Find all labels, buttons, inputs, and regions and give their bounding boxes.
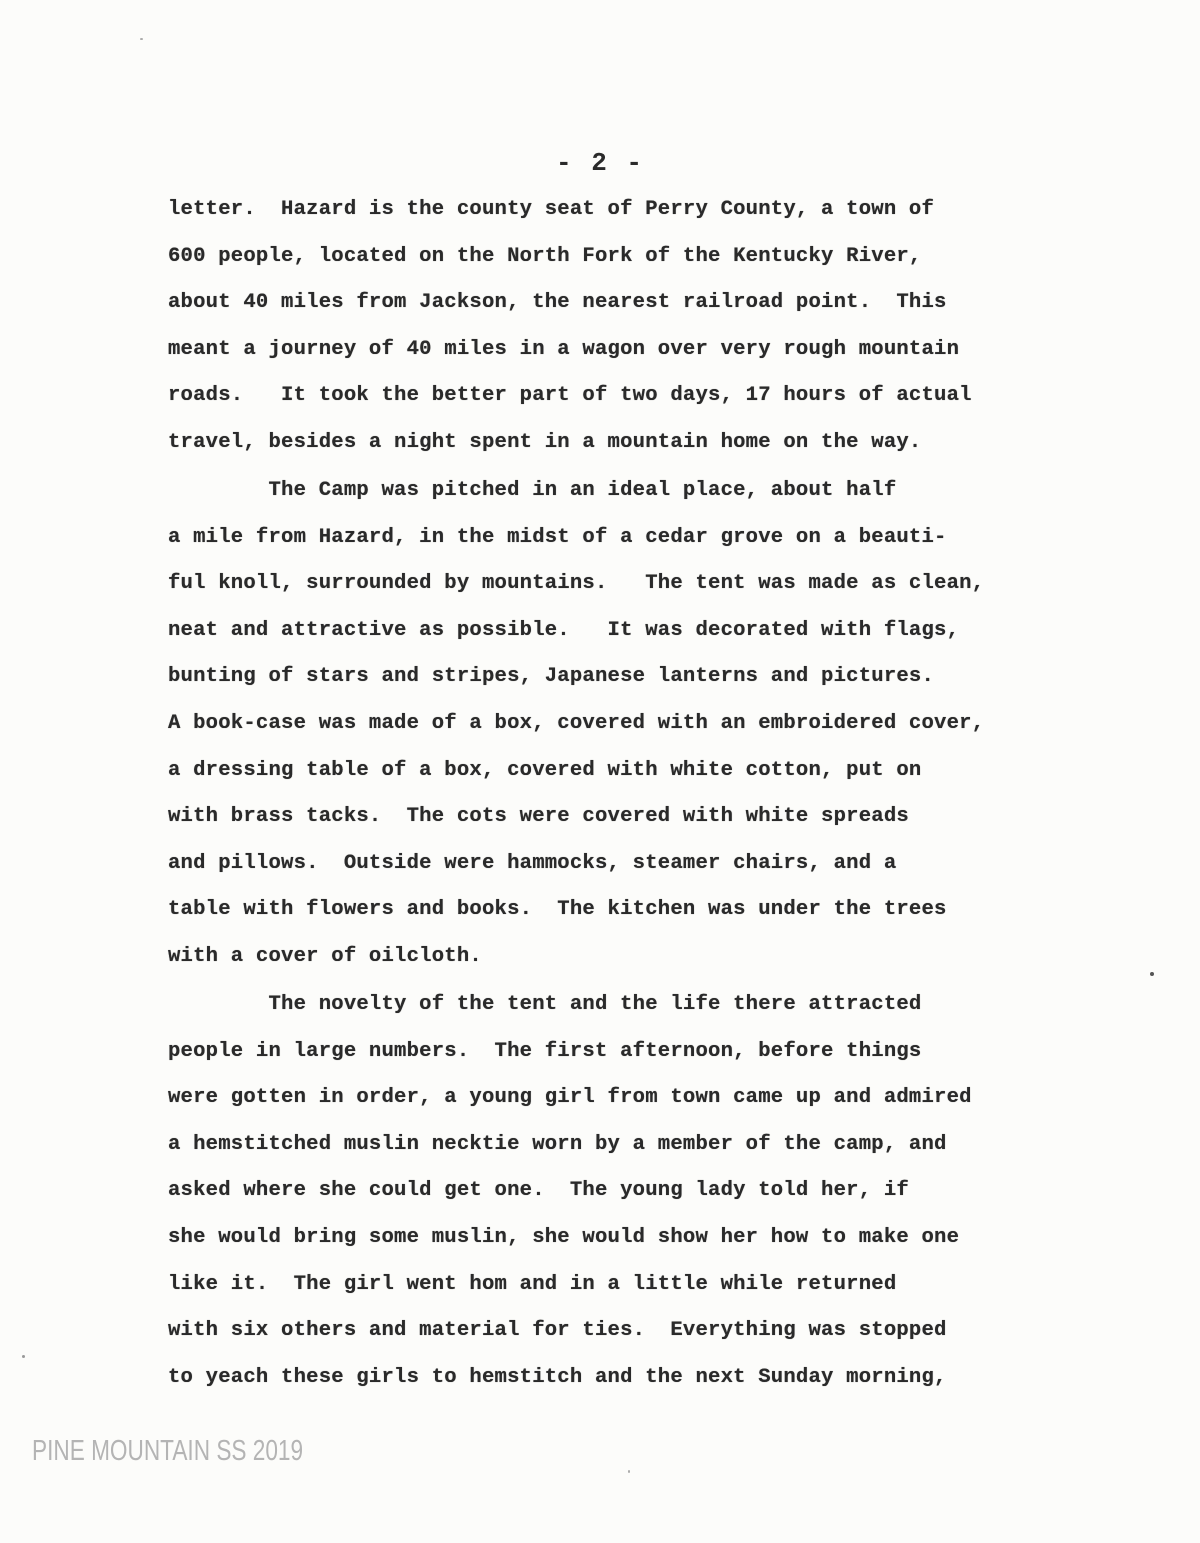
text-line: a mile from Hazard, in the midst of a cedar grove on a beauti- <box>168 525 947 549</box>
text-line: about 40 miles from Jackson, the nearest railroad point. This <box>168 291 947 315</box>
text-line: asked where she could get one. The young lady told her, if <box>168 1179 909 1203</box>
text-line: travel, besides a night spent in a mountain home on the way. <box>168 431 922 454</box>
text-line: to yeach these girls to hemstitch and the next Sunday morning, <box>168 1365 947 1389</box>
text-line: A book-case was made of a box, covered with an embroidered cover, <box>168 712 985 735</box>
text-line: bunting of stars and stripes, Japanese lanterns and pictures. <box>168 665 935 689</box>
text-line: The Camp was pitched in an ideal place, about half <box>168 479 897 502</box>
text-line: with a cover of oilcloth. <box>168 945 482 968</box>
text-line: a dressing table of a box, covered with white cotton, put on <box>168 758 922 782</box>
text-line: with six others and material for ties. Everything was stopped <box>168 1319 947 1343</box>
text-line: neat and attractive as possible. It was decorated with flags, <box>168 618 960 642</box>
text-line: were gotten in order, a young girl from town came up and admired <box>168 1086 972 1110</box>
text-line: The novelty of the tent and the life there attracted <box>168 993 922 1016</box>
text-line: she would bring some muslin, she would show her how to make one <box>168 1226 960 1249</box>
text-line: 600 people, located on the North Fork of the Kentucky River, <box>168 244 922 268</box>
text-line: table with flowers and books. The kitchen was under the trees <box>168 898 947 922</box>
text-line: like it. The girl went hom and in a little while returned <box>168 1272 897 1296</box>
text-line: people in large numbers. The first afternoon, before things <box>168 1039 922 1063</box>
text-line: roads. It took the better part of two days, 17 hours of actual <box>168 384 972 408</box>
paper-speck <box>628 1470 630 1473</box>
page-number: - 2 - <box>555 148 644 178</box>
text-line: ful knoll, surrounded by mountains. The tent was made as clean, <box>168 572 985 596</box>
text-line: letter. Hazard is the county seat of Perry County, a town of <box>168 198 935 221</box>
watermark: PINE MOUNTAIN SS 2019 <box>32 1435 304 1467</box>
text-line: a hemstitched muslin necktie worn by a member of the camp, and <box>168 1132 947 1156</box>
text-line: and pillows. Outside were hammocks, steamer chairs, and a <box>168 851 897 875</box>
paper-speck <box>22 1355 25 1358</box>
paper-speck <box>1150 972 1154 976</box>
paper-speck <box>140 38 143 40</box>
text-line: meant a journey of 40 miles in a wagon over very rough mountain <box>168 337 960 361</box>
text-line: with brass tacks. The cots were covered with white spreads <box>168 805 909 829</box>
